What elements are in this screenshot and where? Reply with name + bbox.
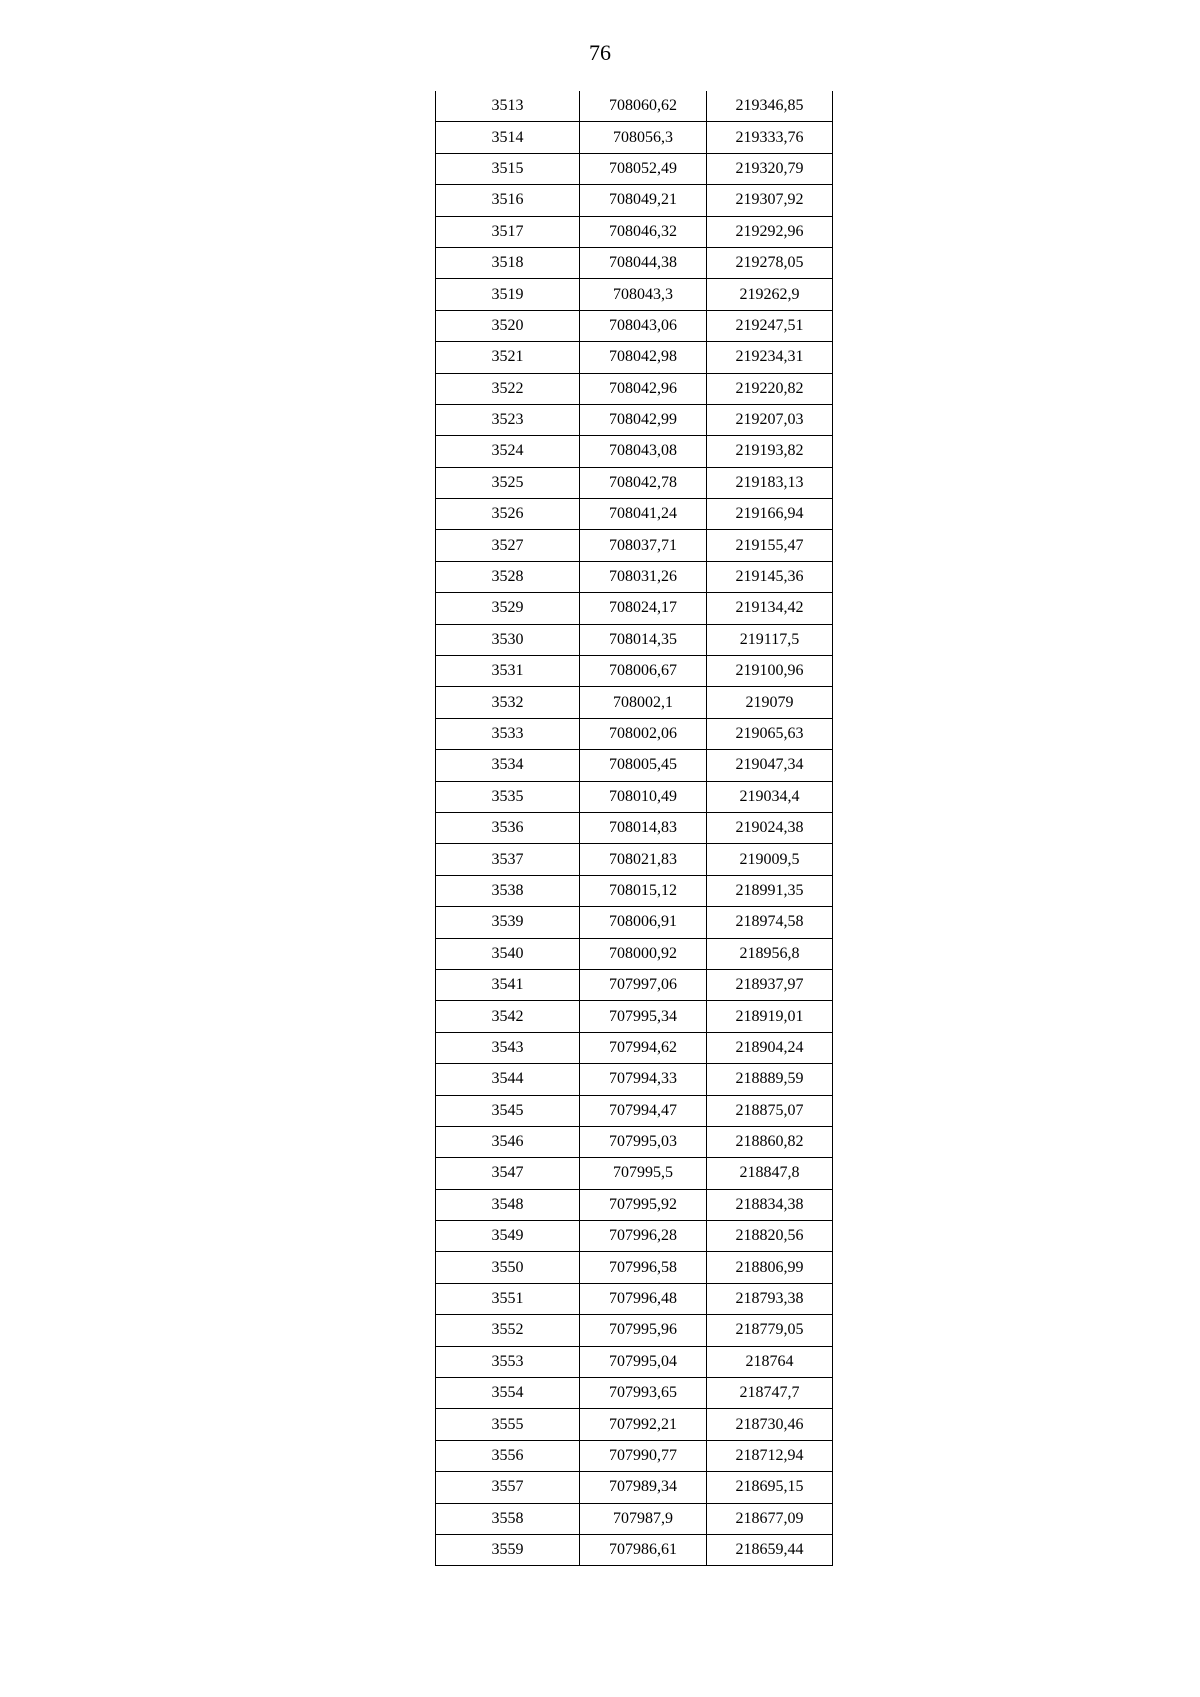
y-coordinate-cell: 219320,79 (707, 153, 833, 184)
x-coordinate-cell: 708056,3 (580, 122, 707, 153)
y-coordinate-cell: 219100,96 (707, 656, 833, 687)
table-row (436, 530, 833, 561)
y-coordinate-cell: 219292,96 (707, 216, 833, 247)
table-row (436, 938, 833, 969)
point-number-cell: 3524 (436, 436, 580, 467)
table-row (436, 404, 833, 435)
point-number-cell: 3515 (436, 153, 580, 184)
y-coordinate-cell: 218764 (707, 1346, 833, 1377)
table-row (436, 1503, 833, 1534)
x-coordinate-cell: 707995,96 (580, 1315, 707, 1346)
table-row (436, 1409, 833, 1440)
x-coordinate-cell: 708052,49 (580, 153, 707, 184)
x-coordinate-cell: 707994,47 (580, 1095, 707, 1126)
x-coordinate-cell: 707987,9 (580, 1503, 707, 1534)
x-coordinate-cell: 708037,71 (580, 530, 707, 561)
y-coordinate-cell: 219145,36 (707, 561, 833, 592)
y-coordinate-cell: 218956,8 (707, 938, 833, 969)
table-row (436, 1283, 833, 1314)
y-coordinate-cell: 218834,38 (707, 1189, 833, 1220)
x-coordinate-cell: 707995,04 (580, 1346, 707, 1377)
x-coordinate-cell: 707996,28 (580, 1221, 707, 1252)
table-row (436, 656, 833, 687)
y-coordinate-cell: 219079 (707, 687, 833, 718)
x-coordinate-cell: 708049,21 (580, 185, 707, 216)
x-coordinate-cell: 708044,38 (580, 247, 707, 278)
x-coordinate-cell: 708006,91 (580, 907, 707, 938)
table-row (436, 1126, 833, 1157)
y-coordinate-cell: 219346,85 (707, 91, 833, 122)
point-number-cell: 3531 (436, 656, 580, 687)
y-coordinate-cell: 218875,07 (707, 1095, 833, 1126)
table-row (436, 91, 833, 122)
table-row (436, 1221, 833, 1252)
y-coordinate-cell: 219307,92 (707, 185, 833, 216)
y-coordinate-cell: 218937,97 (707, 969, 833, 1000)
y-coordinate-cell: 219262,9 (707, 279, 833, 310)
point-number-cell: 3526 (436, 499, 580, 530)
point-number-cell: 3527 (436, 530, 580, 561)
y-coordinate-cell: 218730,46 (707, 1409, 833, 1440)
x-coordinate-cell: 708024,17 (580, 593, 707, 624)
y-coordinate-cell: 219234,31 (707, 342, 833, 373)
x-coordinate-cell: 707990,77 (580, 1440, 707, 1471)
table-row (436, 373, 833, 404)
x-coordinate-cell: 708005,45 (580, 750, 707, 781)
table-row (436, 122, 833, 153)
table-row (436, 310, 833, 341)
table-row (436, 467, 833, 498)
y-coordinate-cell: 218677,09 (707, 1503, 833, 1534)
x-coordinate-cell: 707986,61 (580, 1534, 707, 1565)
point-number-cell: 3543 (436, 1032, 580, 1063)
x-coordinate-cell: 708042,99 (580, 404, 707, 435)
y-coordinate-cell: 218779,05 (707, 1315, 833, 1346)
point-number-cell: 3514 (436, 122, 580, 153)
table-row (436, 969, 833, 1000)
x-coordinate-cell: 708014,35 (580, 624, 707, 655)
table-row (436, 342, 833, 373)
table-row (436, 1534, 833, 1565)
x-coordinate-cell: 708000,92 (580, 938, 707, 969)
page-number: 76 (589, 40, 611, 65)
x-coordinate-cell: 708046,32 (580, 216, 707, 247)
x-coordinate-cell: 708043,3 (580, 279, 707, 310)
y-coordinate-cell: 219247,51 (707, 310, 833, 341)
x-coordinate-cell: 708060,62 (580, 91, 707, 122)
y-coordinate-cell: 219183,13 (707, 467, 833, 498)
x-coordinate-cell: 708015,12 (580, 875, 707, 906)
coordinates-table-body (436, 91, 833, 1566)
point-number-cell: 3537 (436, 844, 580, 875)
table-row (436, 436, 833, 467)
point-number-cell: 3545 (436, 1095, 580, 1126)
y-coordinate-cell: 219333,76 (707, 122, 833, 153)
y-coordinate-cell: 218659,44 (707, 1534, 833, 1565)
y-coordinate-cell: 219155,47 (707, 530, 833, 561)
y-coordinate-cell: 218974,58 (707, 907, 833, 938)
x-coordinate-cell: 708042,96 (580, 373, 707, 404)
table-row (436, 718, 833, 749)
x-coordinate-cell: 707995,92 (580, 1189, 707, 1220)
point-number-cell: 3530 (436, 624, 580, 655)
point-number-cell: 3553 (436, 1346, 580, 1377)
point-number-cell: 3525 (436, 467, 580, 498)
y-coordinate-cell: 218919,01 (707, 1001, 833, 1032)
x-coordinate-cell: 708002,1 (580, 687, 707, 718)
point-number-cell: 3539 (436, 907, 580, 938)
table-row (436, 1064, 833, 1095)
y-coordinate-cell: 218806,99 (707, 1252, 833, 1283)
y-coordinate-cell: 219117,5 (707, 624, 833, 655)
y-coordinate-cell: 218904,24 (707, 1032, 833, 1063)
x-coordinate-cell: 708043,08 (580, 436, 707, 467)
table-row (436, 1032, 833, 1063)
table-row (436, 593, 833, 624)
table-row (436, 907, 833, 938)
table-row (436, 687, 833, 718)
table-row (436, 844, 833, 875)
x-coordinate-cell: 708014,83 (580, 812, 707, 843)
x-coordinate-cell: 707996,48 (580, 1283, 707, 1314)
table-row (436, 781, 833, 812)
point-number-cell: 3518 (436, 247, 580, 278)
table-row (436, 153, 833, 184)
point-number-cell: 3528 (436, 561, 580, 592)
x-coordinate-cell: 708002,06 (580, 718, 707, 749)
table-row (436, 279, 833, 310)
point-number-cell: 3555 (436, 1409, 580, 1440)
table-row (436, 216, 833, 247)
table-row (436, 1252, 833, 1283)
y-coordinate-cell: 218860,82 (707, 1126, 833, 1157)
x-coordinate-cell: 707994,33 (580, 1064, 707, 1095)
x-coordinate-cell: 707995,5 (580, 1158, 707, 1189)
y-coordinate-cell: 219024,38 (707, 812, 833, 843)
y-coordinate-cell: 218695,15 (707, 1472, 833, 1503)
point-number-cell: 3558 (436, 1503, 580, 1534)
table-row (436, 1095, 833, 1126)
table-row (436, 624, 833, 655)
x-coordinate-cell: 708031,26 (580, 561, 707, 592)
y-coordinate-cell: 219220,82 (707, 373, 833, 404)
table-row (436, 1189, 833, 1220)
point-number-cell: 3538 (436, 875, 580, 906)
table-row (436, 247, 833, 278)
y-coordinate-cell: 218747,7 (707, 1378, 833, 1409)
point-number-cell: 3521 (436, 342, 580, 373)
x-coordinate-cell: 708041,24 (580, 499, 707, 530)
x-coordinate-cell: 708021,83 (580, 844, 707, 875)
y-coordinate-cell: 219166,94 (707, 499, 833, 530)
y-coordinate-cell: 219009,5 (707, 844, 833, 875)
point-number-cell: 3535 (436, 781, 580, 812)
x-coordinate-cell: 708042,98 (580, 342, 707, 373)
point-number-cell: 3536 (436, 812, 580, 843)
point-number-cell: 3516 (436, 185, 580, 216)
point-number-cell: 3544 (436, 1064, 580, 1095)
point-number-cell: 3532 (436, 687, 580, 718)
table-row (436, 1440, 833, 1471)
table-row (436, 1315, 833, 1346)
point-number-cell: 3546 (436, 1126, 580, 1157)
y-coordinate-cell: 218820,56 (707, 1221, 833, 1252)
point-number-cell: 3517 (436, 216, 580, 247)
point-number-cell: 3556 (436, 1440, 580, 1471)
point-number-cell: 3551 (436, 1283, 580, 1314)
point-number-cell: 3519 (436, 279, 580, 310)
y-coordinate-cell: 219193,82 (707, 436, 833, 467)
point-number-cell: 3533 (436, 718, 580, 749)
point-number-cell: 3552 (436, 1315, 580, 1346)
x-coordinate-cell: 707992,21 (580, 1409, 707, 1440)
y-coordinate-cell: 219207,03 (707, 404, 833, 435)
point-number-cell: 3557 (436, 1472, 580, 1503)
x-coordinate-cell: 707997,06 (580, 969, 707, 1000)
table-row (436, 185, 833, 216)
table-row (436, 1346, 833, 1377)
x-coordinate-cell: 707993,65 (580, 1378, 707, 1409)
point-number-cell: 3559 (436, 1534, 580, 1565)
table-row (436, 875, 833, 906)
y-coordinate-cell: 219278,05 (707, 247, 833, 278)
table-row (436, 561, 833, 592)
y-coordinate-cell: 218847,8 (707, 1158, 833, 1189)
point-number-cell: 3550 (436, 1252, 580, 1283)
point-number-cell: 3548 (436, 1189, 580, 1220)
point-number-cell: 3542 (436, 1001, 580, 1032)
x-coordinate-cell: 708043,06 (580, 310, 707, 341)
point-number-cell: 3547 (436, 1158, 580, 1189)
point-number-cell: 3549 (436, 1221, 580, 1252)
x-coordinate-cell: 707996,58 (580, 1252, 707, 1283)
y-coordinate-cell: 218889,59 (707, 1064, 833, 1095)
y-coordinate-cell: 218712,94 (707, 1440, 833, 1471)
point-number-cell: 3522 (436, 373, 580, 404)
table-row (436, 499, 833, 530)
x-coordinate-cell: 707989,34 (580, 1472, 707, 1503)
x-coordinate-cell: 707995,34 (580, 1001, 707, 1032)
y-coordinate-cell: 218991,35 (707, 875, 833, 906)
point-number-cell: 3534 (436, 750, 580, 781)
y-coordinate-cell: 219034,4 (707, 781, 833, 812)
point-number-cell: 3520 (436, 310, 580, 341)
table-row (436, 1158, 833, 1189)
point-number-cell: 3529 (436, 593, 580, 624)
coordinates-table (435, 91, 833, 1566)
x-coordinate-cell: 708006,67 (580, 656, 707, 687)
x-coordinate-cell: 707995,03 (580, 1126, 707, 1157)
y-coordinate-cell: 218793,38 (707, 1283, 833, 1314)
y-coordinate-cell: 219047,34 (707, 750, 833, 781)
point-number-cell: 3523 (436, 404, 580, 435)
point-number-cell: 3540 (436, 938, 580, 969)
y-coordinate-cell: 219065,63 (707, 718, 833, 749)
table-row (436, 1472, 833, 1503)
point-number-cell: 3554 (436, 1378, 580, 1409)
table-row (436, 812, 833, 843)
table-row (436, 1001, 833, 1032)
y-coordinate-cell: 219134,42 (707, 593, 833, 624)
x-coordinate-cell: 707994,62 (580, 1032, 707, 1063)
point-number-cell: 3513 (436, 91, 580, 122)
x-coordinate-cell: 708010,49 (580, 781, 707, 812)
table-row (436, 750, 833, 781)
x-coordinate-cell: 708042,78 (580, 467, 707, 498)
table-row (436, 1378, 833, 1409)
point-number-cell: 3541 (436, 969, 580, 1000)
